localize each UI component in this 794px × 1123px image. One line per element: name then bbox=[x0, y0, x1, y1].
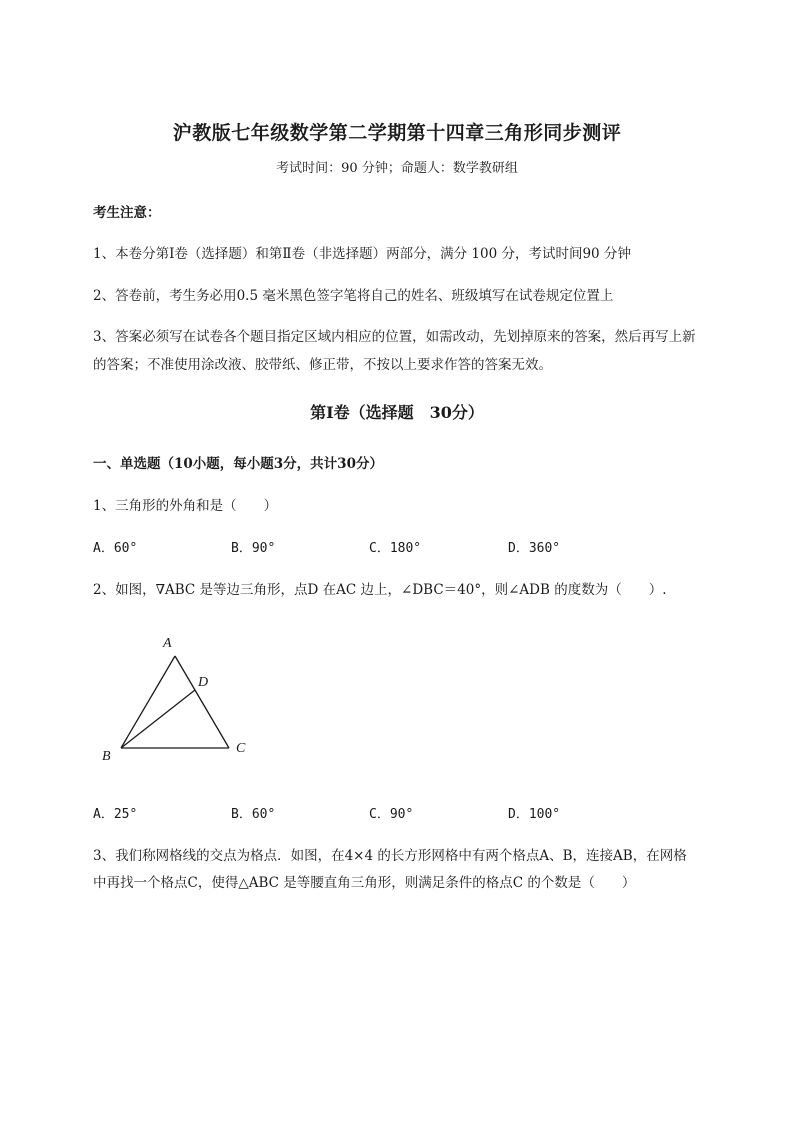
question-1-stem: 1、三角形的外角和是（ ） bbox=[93, 498, 278, 514]
question-2-option-a: A．25° bbox=[93, 807, 138, 822]
question-3-stem-line-1: 3、我们称网格线的交点为格点．如图，在4×4 的长方形网格中有两个格点A、B，连接AB，在网格 bbox=[93, 848, 687, 864]
triangle-figure bbox=[96, 628, 266, 768]
vertex-label-d: D bbox=[198, 675, 209, 690]
question-1-option-a: A．60° bbox=[93, 541, 138, 556]
notice-item: 的答案；不准使用涂改液、胶带纸、修正带，不按以上要求作答的答案无效。 bbox=[93, 357, 552, 373]
side-ab bbox=[121, 656, 175, 748]
notice-item: 3、答案必须写在试卷各个题目指定区域内相应的位置，如需改动，先划掉原来的答案，然后再写上新 bbox=[93, 329, 696, 345]
notice-item: 2、答卷前，考生务必用0.5 毫米黑色签字笔将自己的姓名、班级填写在试卷规定位置上 bbox=[93, 288, 614, 304]
question-2-stem: 2、如图，∇ABC 是等边三角形，点D 在AC 边上，∠DBC＝40°，则∠ADB 的度数为（ ）. bbox=[93, 582, 667, 598]
question-1-option-d: D．360° bbox=[508, 541, 561, 556]
question-1-option-b: B．90° bbox=[231, 541, 276, 556]
notice-item: 1、本卷分第Ⅰ卷（选择题）和第Ⅱ卷（非选择题）两部分，满分 100 分，考试时间90 分钟 bbox=[93, 246, 631, 262]
question-1-option-c: C．180° bbox=[369, 541, 422, 556]
question-3-stem-line-2: 中再找一个格点C，使得△ABC 是等腰直角三角形，则满足条件的格点C 的个数是（ ） bbox=[93, 875, 636, 891]
part-title: 一、单选题（10小题，每小题3分，共计30分） bbox=[93, 456, 383, 472]
vertex-label-a: A bbox=[163, 636, 172, 651]
exam-info: 考试时间：90 分钟；命题人：数学教研组 bbox=[276, 161, 518, 176]
question-2-option-d: D．100° bbox=[508, 807, 561, 822]
section-title: 第Ⅰ卷（选择题 30分） bbox=[310, 403, 484, 422]
segment-bd bbox=[121, 690, 195, 748]
question-2-option-c: C．90° bbox=[369, 807, 414, 822]
document-title: 沪教版七年级数学第二学期第十四章三角形同步测评 bbox=[172, 122, 622, 144]
vertex-label-c: C bbox=[236, 741, 246, 756]
vertex-label-b: B bbox=[102, 749, 111, 764]
question-2-option-b: B．60° bbox=[231, 807, 276, 822]
notice-heading: 考生注意： bbox=[93, 205, 161, 221]
side-ac bbox=[175, 656, 229, 748]
